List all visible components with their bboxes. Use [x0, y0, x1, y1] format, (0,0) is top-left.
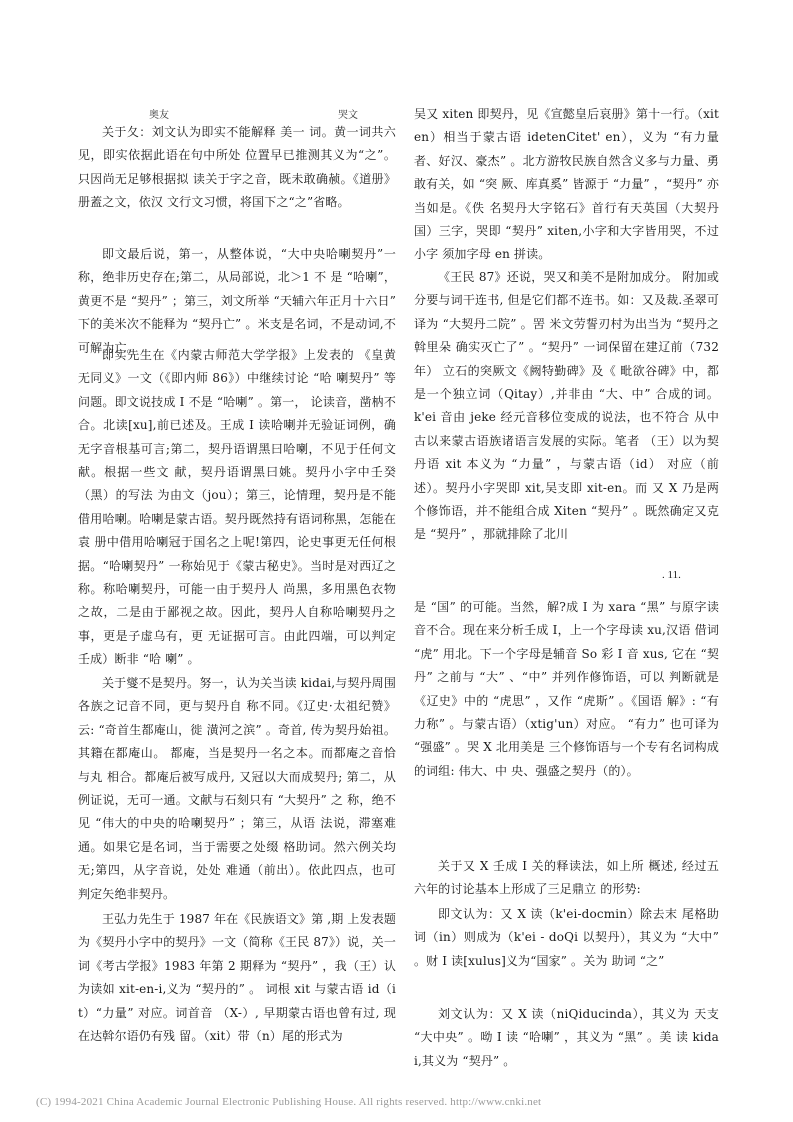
header-right-glyph: 哭文 — [338, 110, 358, 121]
right-paragraph-2: 《王民 87》还说，哭又和美不是附加成分。 附加或分要与词干连书, 但是它们都不连书。如：又及裁.圣翠可译为 “大契丹二院” 。罟 米文劳誓刃村为出当为 “契丹之斡里朵 确实灭亡了” 。“契丹” 一词保留在建辽前（732 年） 立石的突厥文《阙特勤碑》及《 毗欲谷碑》中，都是一个独立词（Qitay）,并非由 “大、中” 合成的词。 k'ei 音由 jeke 经元音移位变成的说法，也不符合 从中古以来蒙古语族诸语言发展的实际。笔者 （王）以为契丹语 xit 本义为 “力量” ，与蒙古语（id） 对应（前述）。契丹小字哭即 xit,吴支即 xit-en。而 又 X 乃是两个修饰语，并不能组合成 Xiten “契丹” 。既然确定又克是 “契丹” ，那就排除了北川 — [414, 270, 719, 542]
header-left-glyph: 奥友 — [149, 110, 169, 121]
right-paragraph-4: 关于又 X 壬成 I 关的释读法，如上所 概述, 经过五六年的讨论基本上形成了三足鼎立 的形势: — [414, 859, 719, 897]
right-paragraph-1: 吴又 xiten 即契丹，见《宣懿皇后哀册》第十一行。（xiten）相当于蒙古语 idetenCitet' en），义为 “有力量者、好汉、豪杰” 。北方游牧民族自然含义多与力量、勇敢有关，如 “突 厥、库真奚” 皆源于 “力量” ，“契丹” 亦当如是。《佚 名契丹大字铭石》首行有天英国（大契丹国）三字，哭即 “契丹” xiten,小字和大字皆用哭，不过小字 须加字母 en 拼读。 — [414, 107, 719, 262]
left-paragraph-1: 关于夂：刘文认为即实不能解释 美一 词。黄一词共六见，即实依据此语在句中所处 位置早已推测其义为“之”。只因尚无足够根据拟 读关于字之音，既未敢确赪。《道册》册蓋之文，依汉 文行文习惯，将国下之“之”省略。 — [78, 125, 396, 210]
left-paragraph-3: 即实先生在《内蒙古师范大学学报》上发表的 《皇黄无同义》一文（《即内师 86》）中继续讨论 “哈 喇契丹” 等问题。即文说技成 I 不是 “哈喇” 。第一， 论读音，凿枘不合。北读[xu],前已述及。王成 I 读哈喇并无验证词例，确无字音根基可言;第二，契丹语谓黑曰哈喇，不见于任何文献。根据一些文 献，契丹语谓黑曰姚。契丹小字中壬癸（黑）的写法 为由文（jou）；第三，论情理，契丹是不能借用哈喇。哈喇是蒙古语。契丹既然持有语词称黑，怎能在袁 册中借用哈喇冠于国名之上呢!第四，论史事更无任何根据。“哈喇契丹” 一称始见于《蒙古秘史》。当时是对西辽之称。称哈喇契丹，可能一由于契丹人 尚黑，多用黑色衣物之故，二是由于鄙视之故。因此，契丹人自称哈喇契丹之事，更是子虚乌有，更 无证据可言。由此四端，可以判定壬成）断非 “哈 喇” 。 — [78, 348, 396, 667]
right-paragraph-5: 即文认为：又 X 读（k'ei-docmin）除去末 尾格助词（in）则成为（k'ei - doQi 以契丹），其义为 “大中” 。财 I 读[xulus]义为“国家” 。关为 助词 “之” — [414, 907, 719, 968]
left-paragraph-4: 关于燮不是契丹。努一，认为关当读 kidai,与契丹周围各族之记音不同，更与契丹自 称不同。《辽史·太祖纪赞》云: “奇首生都庵山，徙 潢河之滨” 。奇首, 传为契丹始祖。其籍在都庵山。 都庵，当是契丹一名之本。而都庵之音恰与丸 相合。都庵后被写成丹, 又冠以大而成契丹; 第二，从例证说，无可一通。文献与石刻只有 “大契丹” 之 称，绝不见 “伟大的中央的哈喇契丹” ；第三，从语 法说，滞塞难通。如果它是名词，当于需要之处缀 格助词。然六例关均无;第四，从字音说，处处 难通（前出）。依此四点，也可判定矢绝非契丹。 — [78, 676, 396, 901]
left-paragraph-2: 即文最后说，第一，从整体说，“大中央哈喇契丹”一称，绝非历史存在;第二，从局部说，北＞1 不 是 “哈喇”，黄更不是 “契丹” ；第三，刘文所举 “天辅六年正月十六日” 下的美米次不能释为 “契丹亡” 。米支是名词，不是动词,不可解为亡。 — [78, 247, 396, 355]
right-paragraph-6: 刘文认为：又 X 读（niQiducinda），其义为 天支 “大中央” 。呦 I 读 “哈喇” ，其义为 “黑” 。美 读 kidai,其义为 “契丹” 。 — [414, 1007, 719, 1068]
left-paragraph-5: 王弘力先生于 1987 年在《民族语文》第 ,期 上发表题为《契丹小字中的契丹》一文（简称《王民 87》）说，关一词《考古学报》1983 年第 2 期释为 “契丹” ，我（王）认为读如 xit-en-i,义为 “契丹的” 。 词根 xit 与蒙古语 id（it）“力量” 对应。词首音 （X-）, 早期蒙古语也曾有过, 现在达斡尔语仍有残 留。（xit）带（n）尾的形式为 — [78, 912, 396, 1044]
page-number: . 11. — [662, 569, 681, 581]
right-paragraph-3: 是 “国” 的可能。当然，解?成 I 为 xara “黑” 与原字读 音不合。现在来分析壬成 I，上一个字母读 xu,汉语 借词 “虎” 用北。下一个字母是辅音 So 彩 I 音 xus, 它在 “契丹” 之前与 “大” 、“中” 并列作修饰语，可以 判断就是《辽史》中的 “虎思” ，又作 “虎斯” 。《国语 解》: “有力称” 。与蒙古语）（xtig'un）对应。 “有力” 也可译为 “强盛” 。哭 X 北用美是 三个修饰语与一个专有名词构成的词组: 伟大、中 央、强盛之契丹（的）。 — [414, 600, 719, 778]
copyright-footer: (C) 1994-2021 China Academic Journal Electronic Publishing House. All rights reserved. http://www.cnki.net — [36, 1096, 542, 1108]
